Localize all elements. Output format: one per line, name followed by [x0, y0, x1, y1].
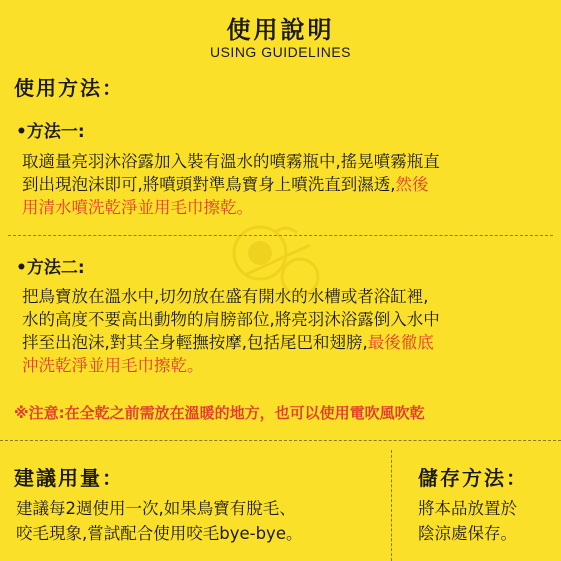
- caution-note: ※注意:在全乾之前需放在溫暖的地方，也可以使用電吹風吹乾: [14, 404, 425, 422]
- storage-text: [418, 496, 517, 546]
- method2-line-1: 把鳥寶放在溫水中,切勿放在盛有開水的水槽或者浴缸裡,: [22, 287, 429, 306]
- dosage-line-2: 咬毛現象,嘗試配合使用咬毛bye-bye。: [16, 524, 303, 543]
- dosage-line-1: 建議每2週使用一次,如果鳥寶有脫毛、: [16, 499, 296, 518]
- method2-line-2: 水的高度不要高出動物的肩膀部位,將亮羽沐浴露倒入水中: [22, 310, 440, 329]
- storage-line-2: 陰涼處保存。: [418, 524, 517, 543]
- method2-line-3: 拌至出泡沫,對其全身輕撫按摩,包括尾巴和翅膀,最後徹底: [22, 333, 434, 352]
- storage-line-1: 將本品放置於: [418, 499, 517, 518]
- page-subtitle: USING GUIDELINES: [209, 44, 352, 60]
- storage-heading: 儲存方法：: [418, 466, 528, 490]
- usage-heading: 使用方法：: [14, 76, 124, 100]
- dosage-text: [16, 496, 302, 546]
- dosage-heading: 建議用量：: [14, 466, 124, 490]
- method1-label: •方法一:: [16, 122, 85, 142]
- method1-line-1: 取適量亮羽沐浴露加入裝有溫水的噴霧瓶中,搖晃噴霧瓶直: [22, 152, 440, 171]
- method1-line-2: 到出現泡沫即可,將噴頭對準鳥寶身上噴洗直到濕透,然後: [22, 175, 429, 194]
- method1-text: [22, 150, 440, 219]
- method1-red-tail: 然後: [395, 175, 429, 194]
- page-title: 使用說明: [226, 16, 335, 44]
- method2-red-line: 沖洗乾淨並用毛巾擦乾。: [22, 356, 204, 375]
- bird-cart-logo-icon: [215, 215, 335, 305]
- method2-label: •方法二:: [16, 258, 85, 278]
- divider-vertical: [391, 450, 392, 561]
- method1-red-line: 用清水噴洗乾淨並用毛巾擦乾。: [22, 198, 253, 217]
- divider: [0, 440, 561, 441]
- method2-red-tail: 最後徹底: [367, 333, 434, 352]
